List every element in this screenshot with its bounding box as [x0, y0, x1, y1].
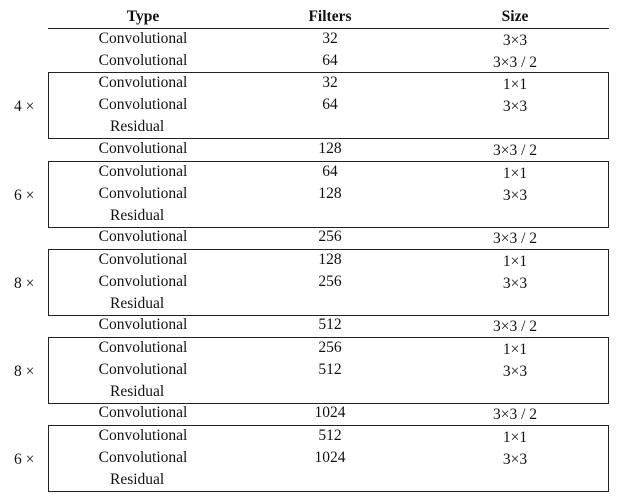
repeat-count: 8 ×	[14, 275, 35, 292]
row-size: 3×3 / 2	[492, 54, 538, 71]
block-row-type: Convolutional	[98, 427, 188, 444]
block-row-type: Convolutional	[98, 361, 188, 378]
block-row-filters: 512	[318, 361, 342, 378]
block-row-type: Convolutional	[98, 449, 188, 466]
block-row-type: Convolutional	[98, 185, 188, 202]
row-size: 3×3 / 2	[492, 318, 538, 335]
header-filters: Filters	[308, 8, 352, 25]
block-row-filters: 64	[322, 163, 338, 180]
row-filters: 32	[322, 30, 338, 47]
block-row-type: Convolutional	[98, 74, 188, 91]
block-row-filters: 64	[322, 96, 338, 113]
block-row-size: 1×1	[502, 165, 528, 182]
block-row-type: Convolutional	[98, 163, 188, 180]
block-row-filters: 128	[318, 251, 342, 268]
repeat-count: 6 ×	[14, 187, 35, 204]
row-filters: 128	[318, 140, 342, 157]
header-rule	[48, 28, 609, 29]
block-row-filters: 512	[318, 427, 342, 444]
block-row-size: 3×3	[502, 187, 528, 204]
block-row-size: 3×3	[502, 98, 528, 115]
block-row-type: Convolutional	[98, 273, 188, 290]
row-type: Convolutional	[98, 404, 188, 421]
block-row-size: 1×1	[502, 429, 528, 446]
row-filters: 512	[318, 316, 342, 333]
row-type: Convolutional	[98, 140, 188, 157]
repeat-count: 8 ×	[14, 363, 35, 380]
block-row-filters: 256	[318, 273, 342, 290]
block-row-size: 3×3	[502, 363, 528, 380]
row-type: Convolutional	[98, 30, 188, 47]
block-row-filters: 256	[318, 339, 342, 356]
row-filters: 1024	[314, 404, 346, 421]
residual-label: Residual	[110, 471, 165, 488]
row-size: 3×3 / 2	[492, 230, 538, 247]
block-row-filters: 1024	[314, 449, 346, 466]
block-row-type: Convolutional	[98, 339, 188, 356]
residual-label: Residual	[110, 295, 165, 312]
block-row-type: Convolutional	[98, 96, 188, 113]
block-row-size: 1×1	[502, 76, 528, 93]
row-filters: 64	[322, 52, 338, 69]
residual-label: Residual	[110, 207, 165, 224]
row-size: 3×3 / 2	[492, 142, 538, 159]
row-type: Convolutional	[98, 52, 188, 69]
row-size: 3×3 / 2	[492, 406, 538, 423]
row-size: 3×3	[502, 32, 528, 49]
residual-label: Residual	[110, 383, 165, 400]
block-row-type: Convolutional	[98, 251, 188, 268]
block-row-size: 3×3	[502, 275, 528, 292]
repeat-count: 4 ×	[14, 98, 35, 115]
row-type: Convolutional	[98, 316, 188, 333]
block-row-filters: 32	[322, 74, 338, 91]
row-type: Convolutional	[98, 228, 188, 245]
repeat-count: 6 ×	[14, 451, 35, 468]
header-size: Size	[501, 8, 529, 25]
block-row-size: 1×1	[502, 253, 528, 270]
row-filters: 256	[318, 228, 342, 245]
block-row-filters: 128	[318, 185, 342, 202]
header-type: Type	[126, 8, 160, 25]
residual-label: Residual	[110, 118, 165, 135]
block-row-size: 1×1	[502, 341, 528, 358]
block-row-size: 3×3	[502, 451, 528, 468]
